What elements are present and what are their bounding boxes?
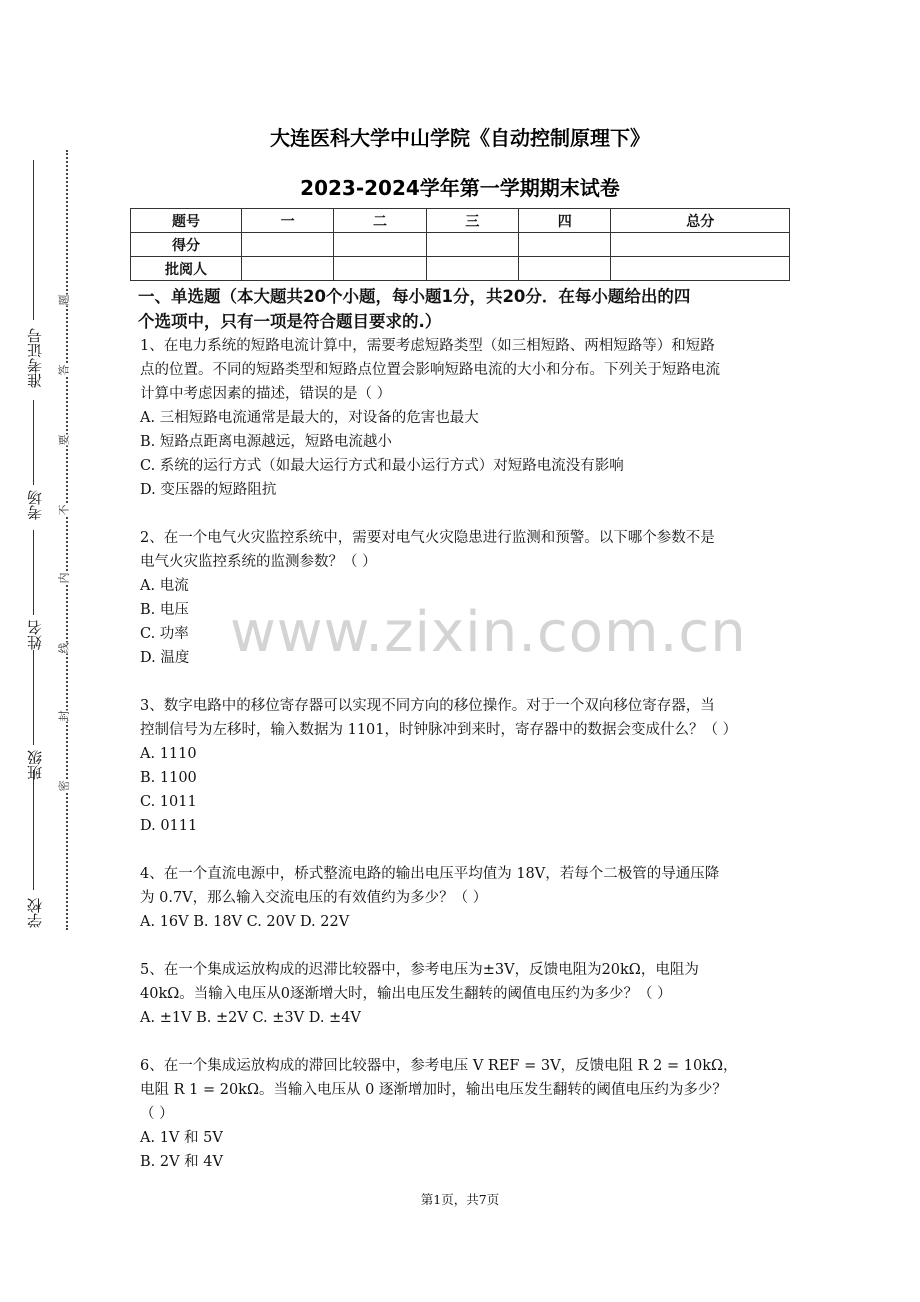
seal-char: 答 (54, 365, 74, 376)
class-field-line (33, 650, 34, 745)
question-line: 40kΩ。当输入电压从0逐渐增大时，输出电压发生翻转的阈值电压约为多少？（ ） (140, 986, 672, 1002)
question-line: （ ） (140, 1106, 174, 1122)
question-line: 计算中考虑因素的描述，错误的是（ ） (140, 386, 392, 402)
seal-char: 线 (54, 643, 74, 654)
answer-option[interactable]: D. 变压器的短路阻抗 (140, 482, 277, 498)
grader-cell[interactable] (611, 257, 790, 281)
score-cell[interactable] (519, 233, 611, 257)
seal-char: 封 (54, 711, 74, 722)
score-table (130, 208, 790, 281)
answer-options-inline[interactable]: A. 16V B. 18V C. 20V D. 22V (140, 914, 350, 930)
question-1 (140, 334, 794, 502)
exam-content (140, 284, 794, 1174)
section-heading-line: 个选项中，只有一项是符合题目要求的.） (138, 312, 442, 331)
school-field-label: 学校 (26, 898, 44, 928)
site-watermark: www.zixin.com.cn (230, 600, 747, 665)
score-header-cell: 一 (242, 209, 334, 233)
score-cell[interactable] (334, 233, 426, 257)
seal-char: 题 (54, 295, 74, 306)
exam-title: 大连医科大学中山学院《自动控制原理下》 (270, 126, 650, 150)
score-cell[interactable] (426, 233, 518, 257)
class-field-label: 班级 (26, 750, 44, 780)
score-table-header-row (131, 209, 790, 233)
seal-dotted-line (66, 150, 68, 930)
question-line: 6、在一个集成运放构成的滞回比较器中，参考电压 V REF = 3V，反馈电阻 R 2 = 10kΩ， (140, 1058, 738, 1074)
seal-char: 不 (54, 505, 74, 516)
binding-margin (0, 150, 80, 950)
score-header-cell: 三 (426, 209, 518, 233)
grader-row (131, 257, 790, 281)
question-5 (140, 958, 794, 1030)
school-field-line (33, 770, 34, 890)
answer-option[interactable]: B. 电压 (140, 602, 189, 618)
exam-room-field-label: 考场 (26, 490, 44, 520)
question-line: 1、在电力系统的短路电流计算中，需要考虑短路类型（如三相短路、两相短路等）和短路 (140, 338, 715, 354)
score-row-label: 得分 (131, 233, 242, 257)
answer-option[interactable]: C. 系统的运行方式（如最大运行方式和最小运行方式）对短路电流没有影响 (140, 458, 624, 474)
grader-row-label: 批阅人 (131, 257, 242, 281)
answer-option[interactable]: D. 温度 (140, 650, 190, 666)
score-header-cell: 题号 (131, 209, 242, 233)
page-number: 第1页，共7页 (420, 1192, 500, 1207)
exam-id-field-label: 准考证号 (26, 328, 44, 388)
question-line: 3、数字电路中的移位寄存器可以实现不同方向的移位操作。对于一个双向移位寄存器，当 (140, 698, 715, 714)
answer-option[interactable]: A. 1V 和 5V (140, 1130, 223, 1146)
question-line: 2、在一个电气火灾监控系统中，需要对电气火灾隐患进行监测和预警。以下哪个参数不是 (140, 530, 715, 546)
seal-char: 密 (54, 781, 74, 792)
seal-char: 要 (54, 435, 74, 446)
answer-option[interactable]: B. 1100 (140, 770, 197, 786)
score-header-cell: 二 (334, 209, 426, 233)
grader-cell[interactable] (519, 257, 611, 281)
answer-option[interactable]: C. 功率 (140, 626, 189, 642)
exam-subtitle: 2023-2024学年第一学期期末试卷 (300, 176, 620, 200)
answer-option[interactable]: C. 1011 (140, 794, 197, 810)
score-row (131, 233, 790, 257)
answer-option[interactable]: B. 短路点距离电源越远，短路电流越小 (140, 434, 392, 450)
score-header-cell: 总分 (611, 209, 790, 233)
question-line: 点的位置。不同的短路类型和短路点位置会影响短路电流的大小和分布。下列关于短路电流 (140, 362, 720, 378)
section-heading-line: 一、单选题（本大题共20个小题，每小题1分，共20分．在每小题给出的四 (138, 287, 691, 306)
score-cell[interactable] (611, 233, 790, 257)
answer-options-inline[interactable]: A. ±1V B. ±2V C. ±3V D. ±4V (140, 1010, 361, 1026)
grader-cell[interactable] (242, 257, 334, 281)
answer-option[interactable]: D. 0111 (140, 818, 198, 834)
grader-cell[interactable] (334, 257, 426, 281)
question-line: 电气火灾监控系统的监测参数？（ ） (140, 554, 377, 570)
question-line: 5、在一个集成运放构成的迟滞比较器中，参考电压为±3V，反馈电阻为20kΩ，电阻为 (140, 962, 699, 978)
question-line: 为 0.7V，那么输入交流电压的有效值约为多少？（ ） (140, 890, 488, 906)
score-header-cell: 四 (519, 209, 611, 233)
question-line: 4、在一个直流电源中，桥式整流电路的输出电压平均值为 18V，若每个二极管的导通压降 (140, 866, 720, 882)
question-line: 电阻 R 1 = 20kΩ。当输入电压从 0 逐渐增加时，输出电压发生翻转的阈值电压约为多少？ (140, 1082, 727, 1098)
answer-option[interactable]: B. 2V 和 4V (140, 1154, 223, 1170)
section-heading (138, 284, 794, 334)
question-4 (140, 862, 794, 934)
name-field-label: 姓名 (26, 620, 44, 650)
grader-cell[interactable] (426, 257, 518, 281)
answer-option[interactable]: A. 三相短路电流通常是最大的，对设备的危害也最大 (140, 410, 479, 426)
name-field-line (33, 530, 34, 615)
answer-option[interactable]: A. 1110 (140, 746, 197, 762)
question-line: 控制信号为左移时，输入数据为 1101，时钟脉冲到来时，寄存器中的数据会变成什么？（ ） (140, 722, 738, 738)
question-3 (140, 694, 794, 838)
exam-room-field-line (33, 400, 34, 485)
score-cell[interactable] (242, 233, 334, 257)
answer-option[interactable]: A. 电流 (140, 578, 189, 594)
seal-char: 内 (54, 573, 74, 584)
question-6 (140, 1054, 794, 1174)
